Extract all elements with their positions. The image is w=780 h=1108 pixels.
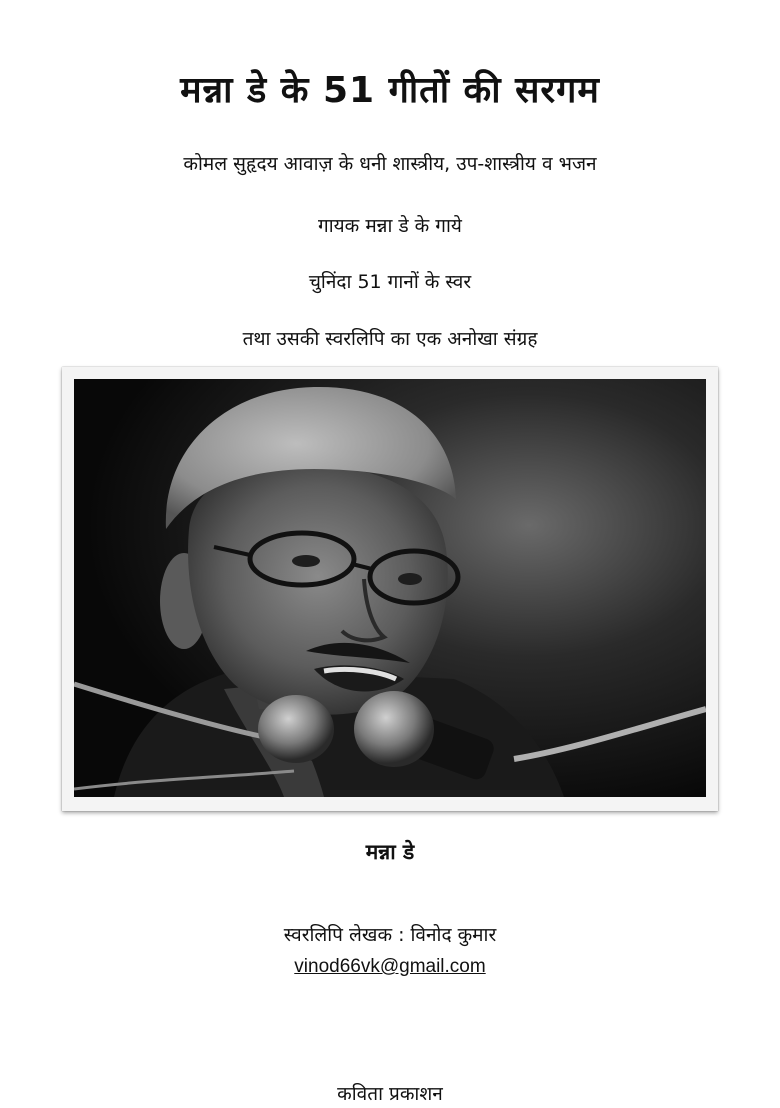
book-title: मन्ना डे के 51 गीतों की सरगम: [180, 70, 600, 111]
subtitle-line-1: कोमल सुहृदय आवाज़ के धनी शास्त्रीय, उप-शास्त्रीय व भजन: [183, 153, 597, 175]
author-line: स्वरलिपि लेखक : विनोद कुमार: [283, 924, 497, 946]
photo-caption: मन्ना डे: [365, 840, 415, 864]
publisher-name: कविता प्रकाशन: [337, 1083, 443, 1105]
author-email-link[interactable]: vinod66vk@gmail.com: [294, 956, 486, 977]
subtitle-line-4: तथा उसकी स्वरलिपि का एक अनोखा संग्रह: [242, 328, 538, 350]
singer-photo: [74, 379, 706, 797]
subtitle-line-3: चुनिंदा 51 गानों के स्वर: [308, 271, 472, 293]
singer-photo-illustration: [74, 379, 706, 797]
photo-frame: [62, 367, 718, 811]
subtitle-line-2: गायक मन्ना डे के गाये: [318, 215, 462, 237]
